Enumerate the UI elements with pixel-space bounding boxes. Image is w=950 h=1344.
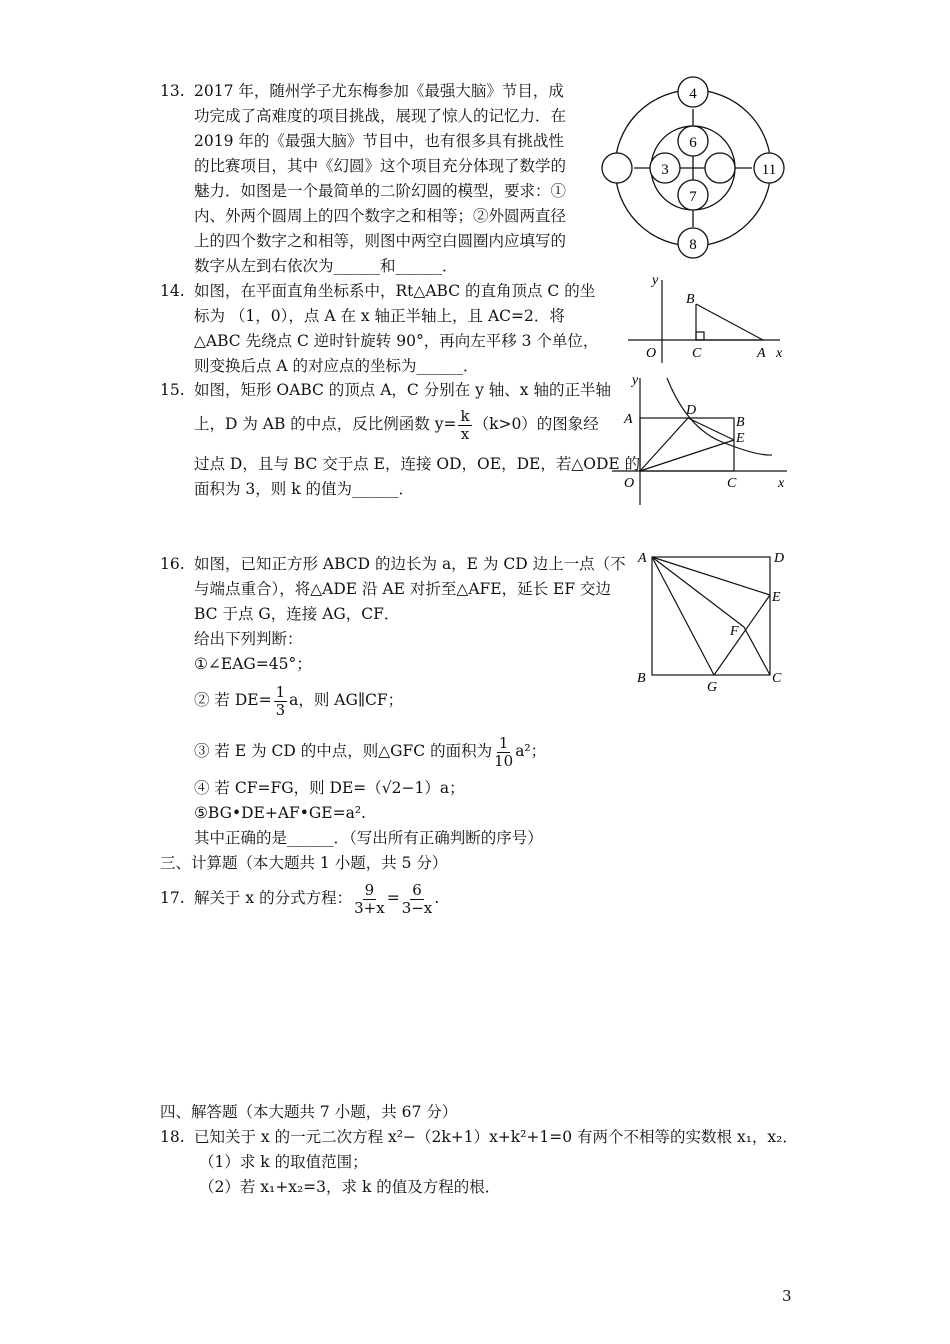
circle-bottom: 8 (689, 237, 697, 253)
q15-line-1: 15. 如图，矩形 OABC 的顶点 A，C 分别在 y 轴、x 轴的正半轴 (160, 381, 611, 399)
svg-text:B: B (686, 292, 695, 307)
q16-line-1: 16. 如图，已知正方形 ABCD 的边长为 a，E 为 CD 边上一点（不 (160, 555, 626, 573)
svg-text:D: D (686, 403, 697, 418)
circle-top: 4 (689, 86, 697, 102)
rectangle-hyperbola-figure (612, 370, 792, 510)
svg-text:E: E (772, 590, 781, 605)
svg-text:A: A (638, 551, 647, 566)
q16-judgement-2: ② 若 DE= $\frac{1}{3}$ a，则 AG∥CF； (194, 682, 404, 719)
q16-line-3: BC 于点 G，连接 AG，CF． (194, 605, 400, 623)
q16-judgement-3: ③ 若 E 为 CD 的中点，则△GFC 的面积为 $\frac{1}{10}$ a²； (194, 733, 547, 770)
svg-text:y: y (632, 373, 639, 388)
svg-text:C: C (727, 476, 737, 491)
q15-line-2: 上，D 为 AB 的中点，反比例函数 y= $\frac{k}{x}$ （k>0）的图象经 (194, 406, 599, 443)
q15-line-3: 过点 D，且与 BC 交于点 E，连接 OD，OE，DE，若△ODE 的 (194, 455, 641, 473)
q18-part-2: （2）若 x₁+x₂=3，求 k 的值及方程的根． (199, 1178, 501, 1196)
svg-text:C: C (692, 346, 702, 361)
svg-text:x: x (776, 346, 783, 361)
q13-line-7: 上的四个数字之和相等，则图中两空白圆圈内应填写的 (194, 232, 567, 250)
circle-right: 11 (761, 162, 777, 178)
question-17: 17. 解关于 x 的分式方程： $\frac{9}{3+x}$ = $\frac{6}{3-x}$ . (160, 880, 440, 917)
q13-line-2: 功完成了高难度的项目挑战，展现了惊人的记忆力．在 (194, 107, 567, 125)
page-number: 3 (782, 1287, 792, 1305)
q13-line-4: 的比赛项目，其中《幻圆》这个项目充分体现了数学的 (194, 157, 567, 175)
q18-part-1: （1）求 k 的取值范围； (199, 1153, 368, 1171)
q16-ending: 其中正确的是______．（写出所有正确判断的序号） (194, 829, 543, 847)
svg-text:x: x (778, 476, 785, 491)
svg-text:G: G (707, 680, 718, 695)
triangle-coordinate-figure (620, 268, 790, 368)
svg-text:A: A (624, 412, 633, 427)
q16-judgement-5: ⑤BG•DE+AF•GE=a². (194, 804, 366, 822)
circle-middle-top: 6 (689, 135, 697, 151)
svg-text:B: B (637, 671, 646, 686)
q13-line-5: 魅力．如图是一个最简单的二阶幻圆的模型，要求：① (194, 182, 567, 200)
q16-line-4: 给出下列判断： (194, 630, 303, 648)
svg-text:A: A (757, 346, 766, 361)
svg-text:F: F (730, 624, 739, 639)
circle-left-inner: 3 (661, 162, 669, 178)
q13-line-6: 内、外两个圆周上的四个数字之和相等；②外圆两直径 (194, 207, 567, 225)
svg-text:B: B (736, 415, 745, 430)
question-18: 18. 已知关于 x 的一元二次方程 x²−（2k+1）x+k²+1=0 有两个不相等的实数根 x₁，x₂． (160, 1128, 798, 1146)
square-fold-figure (630, 545, 795, 695)
fraction-6: $\frac{6}{3-x}$ (401, 880, 433, 917)
circle-middle-bottom: 7 (689, 189, 697, 205)
q13-line-3: 2019 年的《最强大脑》节目中，也有很多具有挑战性 (194, 132, 564, 150)
svg-text:O: O (624, 476, 635, 491)
section-3-heading: 三、计算题（本大题共 1 小题，共 5 分） (160, 854, 448, 872)
q14-line-2: 标为 （1，0），点 A 在 x 轴正半轴上，且 AC=2．将 (194, 307, 565, 325)
q13-line-8: 数字从左到右依次为______和______． (194, 257, 458, 275)
section-4-heading: 四、解答题（本大题共 7 小题，共 67 分） (160, 1103, 458, 1121)
svg-text:C: C (772, 671, 782, 686)
q14-line-4: 则变换后点 A 的对应点的坐标为______． (194, 357, 479, 375)
q13-line-1: 13. 2017 年，随州学子尤东梅参加《最强大脑》节目，成 (160, 82, 564, 100)
q14-line-1: 14. 如图，在平面直角坐标系中，Rt△ABC 的直角顶点 C 的坐 (160, 282, 596, 300)
svg-text:y: y (652, 273, 659, 288)
svg-text:O: O (646, 346, 657, 361)
q16-line-2: 与端点重合），将△ADE 沿 AE 对折至△AFE，延长 EF 交边 (194, 580, 612, 598)
fraction-9: $\frac{9}{3+x}$ (354, 880, 385, 917)
svg-text:D: D (774, 551, 785, 566)
q14-line-3: △ABC 先绕点 C 逆时针旋转 90°，再向左平移 3 个单位， (194, 332, 599, 350)
q15-line-4: 面积为 3，则 k 的值为______． (194, 480, 415, 498)
q16-judgement-4: ④ 若 CF=FG，则 DE=（√2−1）a； (194, 779, 465, 797)
magic-circle-figure (598, 72, 798, 267)
fraction-k-over-x: $\frac{k}{x}$ (460, 406, 470, 443)
q16-judgement-1: ①∠EAG=45°； (194, 655, 312, 673)
svg-text:E: E (736, 431, 745, 446)
